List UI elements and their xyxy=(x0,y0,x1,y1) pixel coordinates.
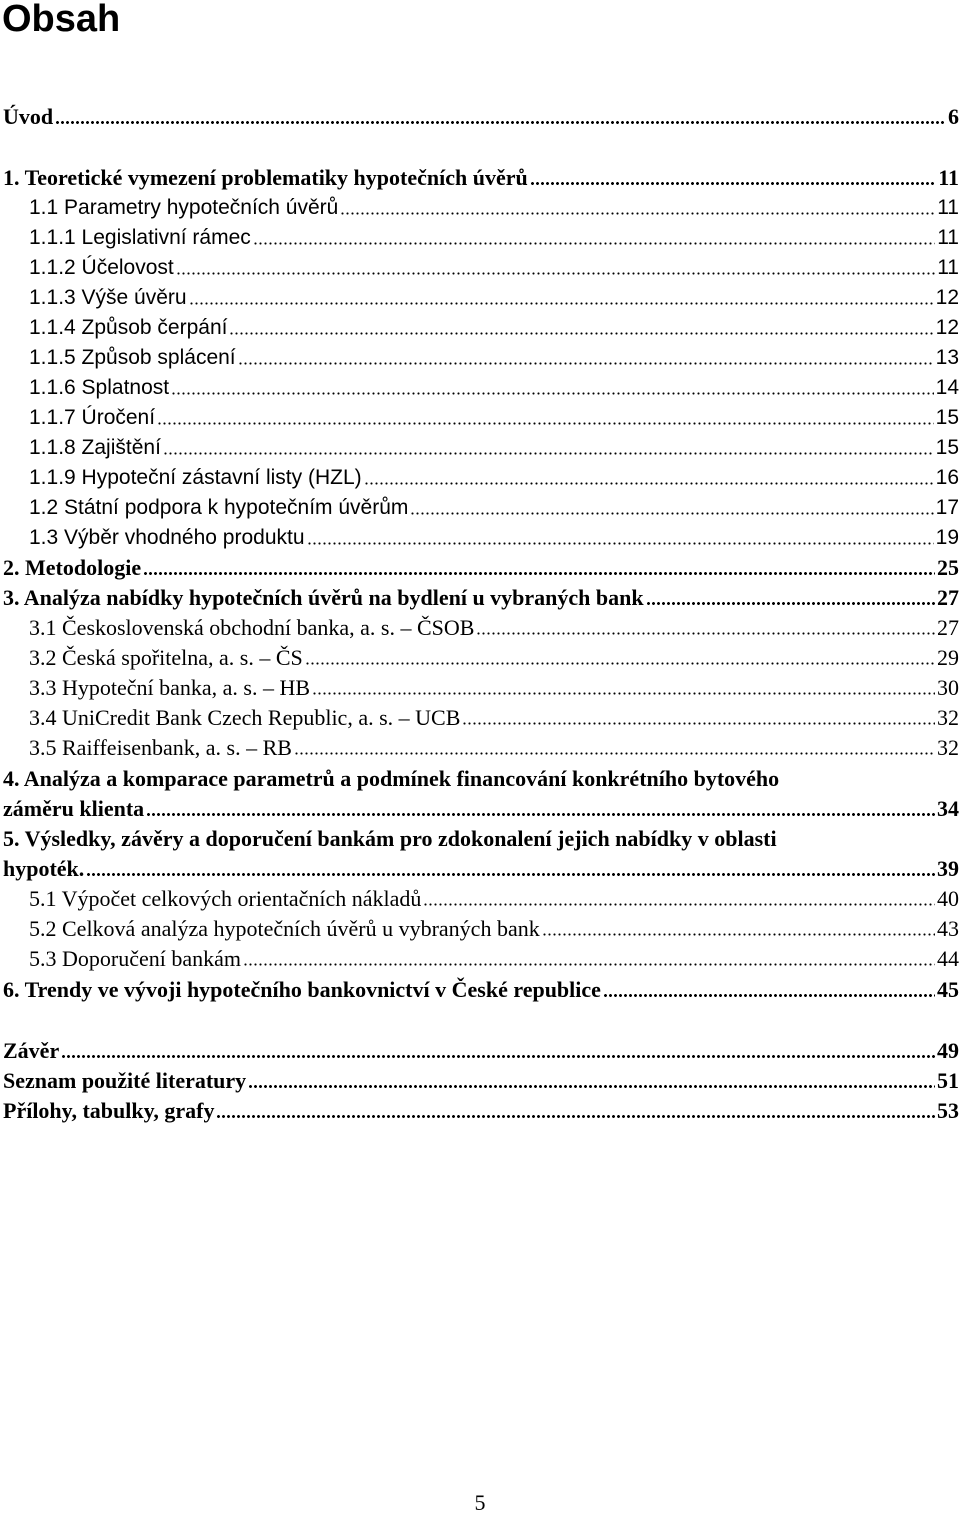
toc-entry-chapter-3[interactable] xyxy=(3,583,959,613)
toc-entry-title: Závěr xyxy=(3,1038,60,1063)
toc-entry-1-2[interactable] xyxy=(3,493,959,523)
toc-entry-page: 11 xyxy=(937,196,959,219)
toc-entry-chapter-2[interactable] xyxy=(3,553,959,583)
toc-entry-3-4[interactable] xyxy=(3,703,959,733)
dot-leader xyxy=(312,692,935,695)
toc-entry-title: 1.1.1 Legislativní rámec xyxy=(29,226,251,249)
dot-leader xyxy=(86,873,935,876)
toc-entry-title: 3.3 Hypoteční banka, a. s. – HB xyxy=(29,675,311,700)
toc-entry-page: 12 xyxy=(935,286,959,309)
dot-leader xyxy=(476,632,935,635)
dot-leader xyxy=(530,182,936,185)
dot-leader xyxy=(305,662,935,665)
toc-entry-page: 11 xyxy=(937,226,959,249)
toc-entry-page: 51 xyxy=(937,1068,959,1093)
toc-entry-chapter-6[interactable] xyxy=(3,975,959,1005)
toc-entry-1-3[interactable] xyxy=(3,523,959,553)
toc-entry-5-1[interactable] xyxy=(3,884,959,914)
toc-entry-page: 13 xyxy=(935,346,959,369)
toc-entry-title: 1.3 Výběr vhodného produktu xyxy=(29,526,305,549)
dot-leader xyxy=(423,903,935,906)
toc-entry-title: 3.5 Raiffeisenbank, a. s. – RB xyxy=(29,735,292,760)
toc-entry-title: hypoték. xyxy=(3,856,85,881)
toc-entry-title: 1.1.4 Způsob čerpání xyxy=(29,316,228,339)
dot-leader xyxy=(294,752,935,755)
toc-entry-3-1[interactable] xyxy=(3,613,959,643)
dot-leader xyxy=(410,512,933,515)
toc-entry-page: 16 xyxy=(935,466,959,489)
toc-entry-page: 53 xyxy=(937,1098,959,1123)
toc-entry-page: 32 xyxy=(937,705,959,730)
toc-entry-page: 29 xyxy=(937,645,959,670)
toc-entry-title: záměru klienta xyxy=(3,796,145,821)
toc-entry-page: 43 xyxy=(937,916,959,941)
toc-entry-page: 27 xyxy=(937,615,959,640)
toc-entry-page: 15 xyxy=(935,436,959,459)
dot-leader xyxy=(307,542,934,545)
toc-entry-page: 12 xyxy=(935,316,959,339)
toc-entry-title: 1.1 Parametry hypotečních úvěrů xyxy=(29,196,339,219)
dot-leader xyxy=(253,242,935,245)
dot-leader xyxy=(176,272,935,275)
toc-entry-1-1-8[interactable] xyxy=(3,433,959,463)
toc-entry-page: 30 xyxy=(937,675,959,700)
toc-entry-title: 1.1.9 Hypoteční zástavní listy (HZL) xyxy=(29,466,362,489)
toc-entry-title: 3. Analýza nabídky hypotečních úvěrů na bydlení u vybraných bank xyxy=(3,585,644,610)
toc-entry-5-2[interactable] xyxy=(3,914,959,944)
toc-entry-page: 19 xyxy=(935,526,959,549)
toc-entry-1-1-2[interactable] xyxy=(3,253,959,283)
toc-entry-5-3[interactable] xyxy=(3,944,959,974)
toc-entry-title: 1. Teoretické vymezení problematiky hypotečních úvěrů xyxy=(3,165,528,190)
toc-entry-title: 1.1.8 Zajištění xyxy=(29,436,161,459)
toc-entry-chapter-4[interactable] xyxy=(3,794,959,824)
dot-leader xyxy=(603,994,935,997)
toc-entry-page: 39 xyxy=(937,856,959,881)
toc-entry-chapter-5-line1[interactable]: 5. Výsledky, závěry a doporučení bankám pro zdokonalení jejich nabídky v oblasti xyxy=(3,826,777,851)
toc-entry-title: 6. Trendy ve vývoji hypotečního bankovnictví v České republice xyxy=(3,977,601,1002)
dot-leader xyxy=(646,602,935,605)
toc-entry-title: 1.1.6 Splatnost xyxy=(29,376,170,399)
dot-leader xyxy=(171,392,934,395)
toc-entry-title: 1.1.3 Výše úvěru xyxy=(29,286,187,309)
toc-entry-page: 34 xyxy=(937,796,959,821)
toc-entry-conclusion[interactable] xyxy=(3,1036,959,1066)
toc-entry-page: 11 xyxy=(938,165,959,190)
toc-entry-page: 15 xyxy=(935,406,959,429)
toc-entry-title: 2. Metodologie xyxy=(3,555,142,580)
toc-entry-page: 14 xyxy=(935,376,959,399)
toc-entry-title: 1.1.7 Úročení xyxy=(29,406,156,429)
dot-leader xyxy=(229,332,933,335)
dot-leader xyxy=(542,933,935,936)
toc-entry-1-1-3[interactable] xyxy=(3,283,959,313)
toc-entry-title: 1.1.5 Způsob splácení xyxy=(29,346,236,369)
toc-entry-title: 3.4 UniCredit Bank Czech Republic, a. s. – UCB xyxy=(29,705,461,730)
toc-entry-appendices[interactable] xyxy=(3,1096,959,1126)
page-number: 5 xyxy=(474,1490,486,1515)
toc-entry-page: 17 xyxy=(935,496,959,519)
toc-entry-page: 27 xyxy=(937,585,959,610)
toc-entry-title: 1.1.2 Účelovost xyxy=(29,256,174,279)
toc-entry-1-1[interactable] xyxy=(3,193,959,223)
toc-entry-page: 45 xyxy=(937,977,959,1002)
dot-leader xyxy=(163,452,934,455)
toc-entry-chapter-5[interactable] xyxy=(3,854,959,884)
toc-entry-page: 32 xyxy=(937,735,959,760)
toc-entry-title: 3.1 Československá obchodní banka, a. s. – ČSOB xyxy=(29,615,475,640)
toc-entry-page: 49 xyxy=(937,1038,959,1063)
toc-entry-1-1-5[interactable] xyxy=(3,343,959,373)
toc-entry-page: 44 xyxy=(937,946,959,971)
dot-leader xyxy=(157,422,934,425)
toc-entry-page: 11 xyxy=(937,256,959,279)
toc-entry-chapter-1[interactable] xyxy=(3,163,959,193)
toc-entry-title: 3.2 Česká spořitelna, a. s. – ČS xyxy=(29,645,303,670)
toc-entry-title: Seznam použité literatury xyxy=(3,1068,247,1093)
toc-entry-title: 5.1 Výpočet celkových orientačních nákladů xyxy=(29,886,422,911)
dot-leader xyxy=(248,1085,935,1088)
dot-leader xyxy=(143,572,935,575)
dot-leader xyxy=(55,121,946,124)
toc-entry-chapter-4-line1[interactable]: 4. Analýza a komparace parametrů a podmínek financování konkrétního bytového xyxy=(3,766,780,791)
dot-leader xyxy=(364,482,934,485)
dot-leader xyxy=(146,813,935,816)
toc-entry-title: 5.2 Celková analýza hypotečních úvěrů u vybraných bank xyxy=(29,916,540,941)
toc-entry-page: 25 xyxy=(937,555,959,580)
toc-entry-page: 40 xyxy=(937,886,959,911)
toc-entry-3-5[interactable] xyxy=(3,733,959,763)
toc-entry-bibliography[interactable] xyxy=(3,1066,959,1096)
toc-entry-title: 5.3 Doporučení bankám xyxy=(29,946,241,971)
toc-entry-intro[interactable] xyxy=(3,102,959,132)
toc-entry-1-1-4[interactable] xyxy=(3,313,959,343)
dot-leader xyxy=(243,963,935,966)
toc-entry-1-1-1[interactable] xyxy=(3,223,959,253)
dot-leader xyxy=(340,212,935,215)
dot-leader xyxy=(61,1055,935,1058)
toc-entry-1-1-9[interactable] xyxy=(3,463,959,493)
toc-entry-title: Úvod xyxy=(3,104,54,129)
dot-leader xyxy=(216,1115,935,1118)
dot-leader xyxy=(189,302,934,305)
toc-entry-page: 6 xyxy=(948,104,959,129)
toc-entry-1-1-7[interactable] xyxy=(3,403,959,433)
toc-entry-title: Přílohy, tabulky, grafy xyxy=(3,1098,215,1123)
dot-leader xyxy=(238,362,934,365)
dot-leader xyxy=(462,722,935,725)
toc-entry-1-1-6[interactable] xyxy=(3,373,959,403)
toc-entry-3-3[interactable] xyxy=(3,673,959,703)
toc-entry-3-2[interactable] xyxy=(3,643,959,673)
page-title: Obsah xyxy=(2,0,121,40)
toc-entry-title: 1.2 Státní podpora k hypotečním úvěrům xyxy=(29,496,409,519)
